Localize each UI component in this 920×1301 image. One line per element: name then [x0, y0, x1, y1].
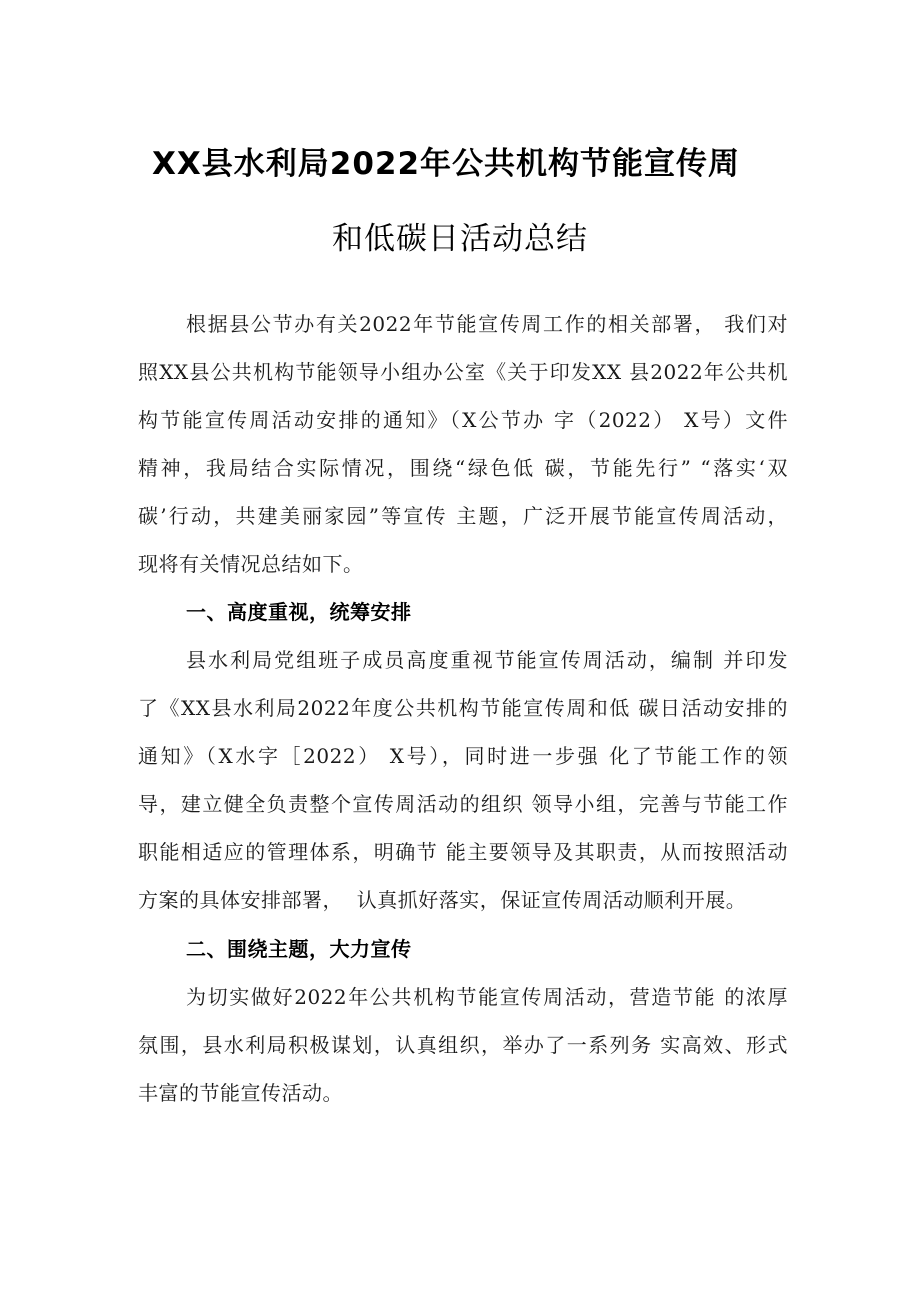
- intro-line-2: 照XX县公共机构节能领导小组办公室《关于印发XX 县2022年公共机: [138, 360, 788, 384]
- intro-line-4: 精神，我局结合实际情况，围绕“绿色低 碳，节能先行” “落实‘双: [138, 456, 788, 480]
- section-1-line-5: 职能相适应的管理体系，明确节 能主要领导及其职责，从而按照活动: [138, 840, 788, 864]
- section-2-line-2: 氛围，县水利局积极谋划，认真组织，举办了一系列务 实高效、形式: [138, 1033, 788, 1057]
- section-2-line-1: 为切实做好2022年公共机构节能宣传周活动，营造节能 的浓厚: [186, 985, 788, 1009]
- section-1-heading: 一、高度重视，统筹安排: [186, 600, 412, 624]
- document-title-line-2: 和低碳日活动总结: [332, 221, 588, 257]
- section-2-line-3: 丰富的节能宣传活动。: [138, 1081, 343, 1105]
- intro-line-1: 根据县公节办有关2022年节能宣传周工作的相关部署， 我们对: [186, 312, 788, 336]
- section-1-line-4: 导，建立健全负责整个宣传周活动的组织 领导小组，完善与节能工作: [138, 792, 788, 816]
- section-1-line-6: 方案的具体安排部署， 认真抓好落实，保证宣传周活动顺利开展。: [138, 888, 747, 912]
- section-1-line-2: 了《XX县水利局2022年度公共机构节能宣传周和低 碳日活动安排的: [138, 696, 788, 720]
- section-1-line-3: 通知》（X水字［2022） X号），同时进一步强 化了节能工作的领: [138, 744, 788, 768]
- section-2-heading: 二、围绕主题，大力宣传: [186, 937, 412, 961]
- intro-line-5: 碳’行动，共建美丽家园”等宣传 主题，广泛开展节能宣传周活动，: [138, 504, 788, 528]
- section-1-line-1: 县水利局党组班子成员高度重视节能宣传周活动，编制 并印发: [186, 648, 788, 672]
- document-title-line-1: XX县水利局2022年公共机构节能宣传周: [151, 146, 741, 182]
- intro-line-6: 现将有关情况总结如下。: [138, 552, 364, 576]
- intro-line-3: 构节能宣传周活动安排的通知》（X公节办 字（2022） X号）文件: [138, 408, 788, 432]
